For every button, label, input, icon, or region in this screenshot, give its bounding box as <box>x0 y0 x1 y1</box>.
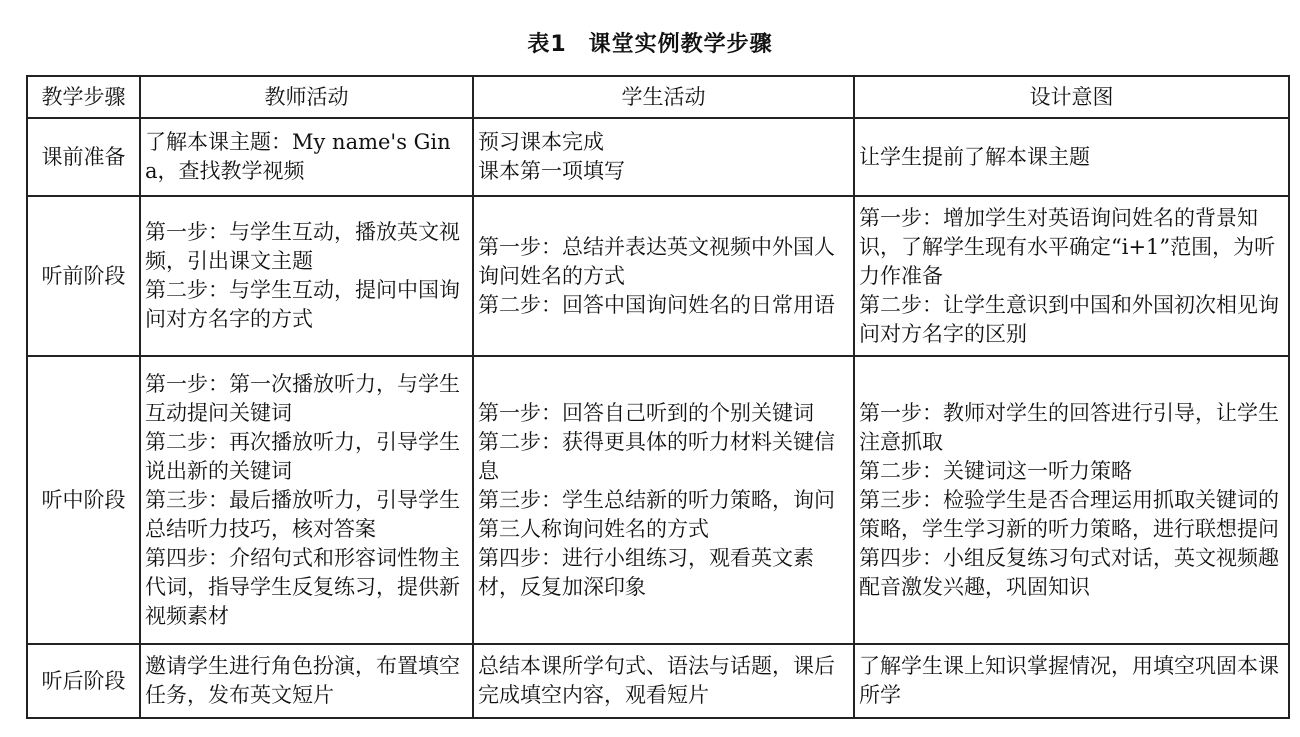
student-line: 课本第一项填写 <box>478 159 625 183</box>
header-row <box>27 76 1289 118</box>
teacher-line: 第三步：最后播放听力，引导学生总结听力技巧，核对答案 <box>145 487 460 541</box>
teacher-cell <box>140 644 473 718</box>
design-cell <box>854 118 1289 196</box>
header-stage: 教学步骤 <box>27 76 140 118</box>
student-line: 第三步：学生总结新的听力策略，询问第三人称询问姓名的方式 <box>478 487 835 541</box>
design-cell <box>854 644 1289 718</box>
teacher-line: 邀请学生进行角色扮演，布置填空任务，发布英文短片 <box>145 654 460 707</box>
teacher-cell <box>140 196 473 356</box>
student-line: 预习课本完成 <box>478 130 604 154</box>
header-teacher: 教师活动 <box>140 76 473 118</box>
table-row <box>27 644 1289 718</box>
design-line: 第一步：增加学生对英语询问姓名的背景知识，了解学生现有水平确定“i+1”范围，为听力作准备 <box>859 205 1276 288</box>
table-number: 表1 <box>527 32 567 57</box>
header-student: 学生活动 <box>473 76 854 118</box>
design-line: 第三步：检验学生是否合理运用抓取关键词的策略，学生学习新的听力策略，进行联想提问 <box>859 487 1279 541</box>
design-line: 第一步：教师对学生的回答进行引导，让学生注意抓取 <box>859 400 1279 454</box>
teacher-cell <box>140 118 473 196</box>
student-cell <box>473 118 854 196</box>
stage-cell: 课前准备 <box>27 118 140 196</box>
student-line: 第四步：进行小组练习，观看英文素材，反复加深印象 <box>478 545 814 599</box>
teacher-line: 第一步：与学生互动，播放英文视频，引出课文主题 <box>145 220 460 273</box>
student-line: 第二步：回答中国询问姓名的日常用语 <box>478 292 835 317</box>
student-cell <box>473 356 854 644</box>
teacher-line: 了解本课主题：My name's Gina，查找教学视频 <box>145 130 451 183</box>
header-design: 设计意图 <box>854 76 1289 118</box>
design-line: 让学生提前了解本课主题 <box>859 144 1090 169</box>
design-cell <box>854 356 1289 644</box>
table-caption <box>0 30 1300 60</box>
table-row <box>27 118 1289 196</box>
design-line: 第二步：让学生意识到中国和外国初次相见询问对方名字的区别 <box>859 292 1279 346</box>
teacher-line: 第一步：第一次播放听力，与学生互动提问关键词 <box>145 371 460 425</box>
teacher-line: 第二步：再次播放听力，引导学生说出新的关键词 <box>145 429 460 483</box>
design-line: 了解学生课上知识掌握情况，用填空巩固本课所学 <box>859 654 1279 707</box>
design-line: 第二步：关键词这一听力策略 <box>859 458 1132 483</box>
teacher-line: 第二步：与学生互动，提问中国询问对方名字的方式 <box>145 278 460 331</box>
stage-cell: 听中阶段 <box>27 356 140 644</box>
stage-cell: 听后阶段 <box>27 644 140 718</box>
design-cell <box>854 196 1289 356</box>
stage-cell: 听前阶段 <box>27 196 140 356</box>
table-row <box>27 356 1289 644</box>
teacher-line: 第四步：介绍句式和形容词性物主代词，指导学生反复练习，提供新视频素材 <box>145 545 460 628</box>
student-line: 第一步：回答自己听到的个别关键词 <box>478 400 814 425</box>
student-line: 总结本课所学句式、语法与话题，课后完成填空内容，观看短片 <box>478 654 835 707</box>
teaching-steps-table <box>26 75 1290 719</box>
table-row <box>27 196 1289 356</box>
student-line: 第二步：获得更具体的听力材料关键信息 <box>478 429 835 483</box>
student-line: 第一步：总结并表达英文视频中外国人询问姓名的方式 <box>478 234 835 288</box>
teacher-cell <box>140 356 473 644</box>
design-line: 第四步：小组反复练习句式对话，英文视频趣配音激发兴趣，巩固知识 <box>859 545 1279 599</box>
table-title: 课堂实例教学步骤 <box>588 32 773 57</box>
student-cell <box>473 196 854 356</box>
student-cell <box>473 644 854 718</box>
